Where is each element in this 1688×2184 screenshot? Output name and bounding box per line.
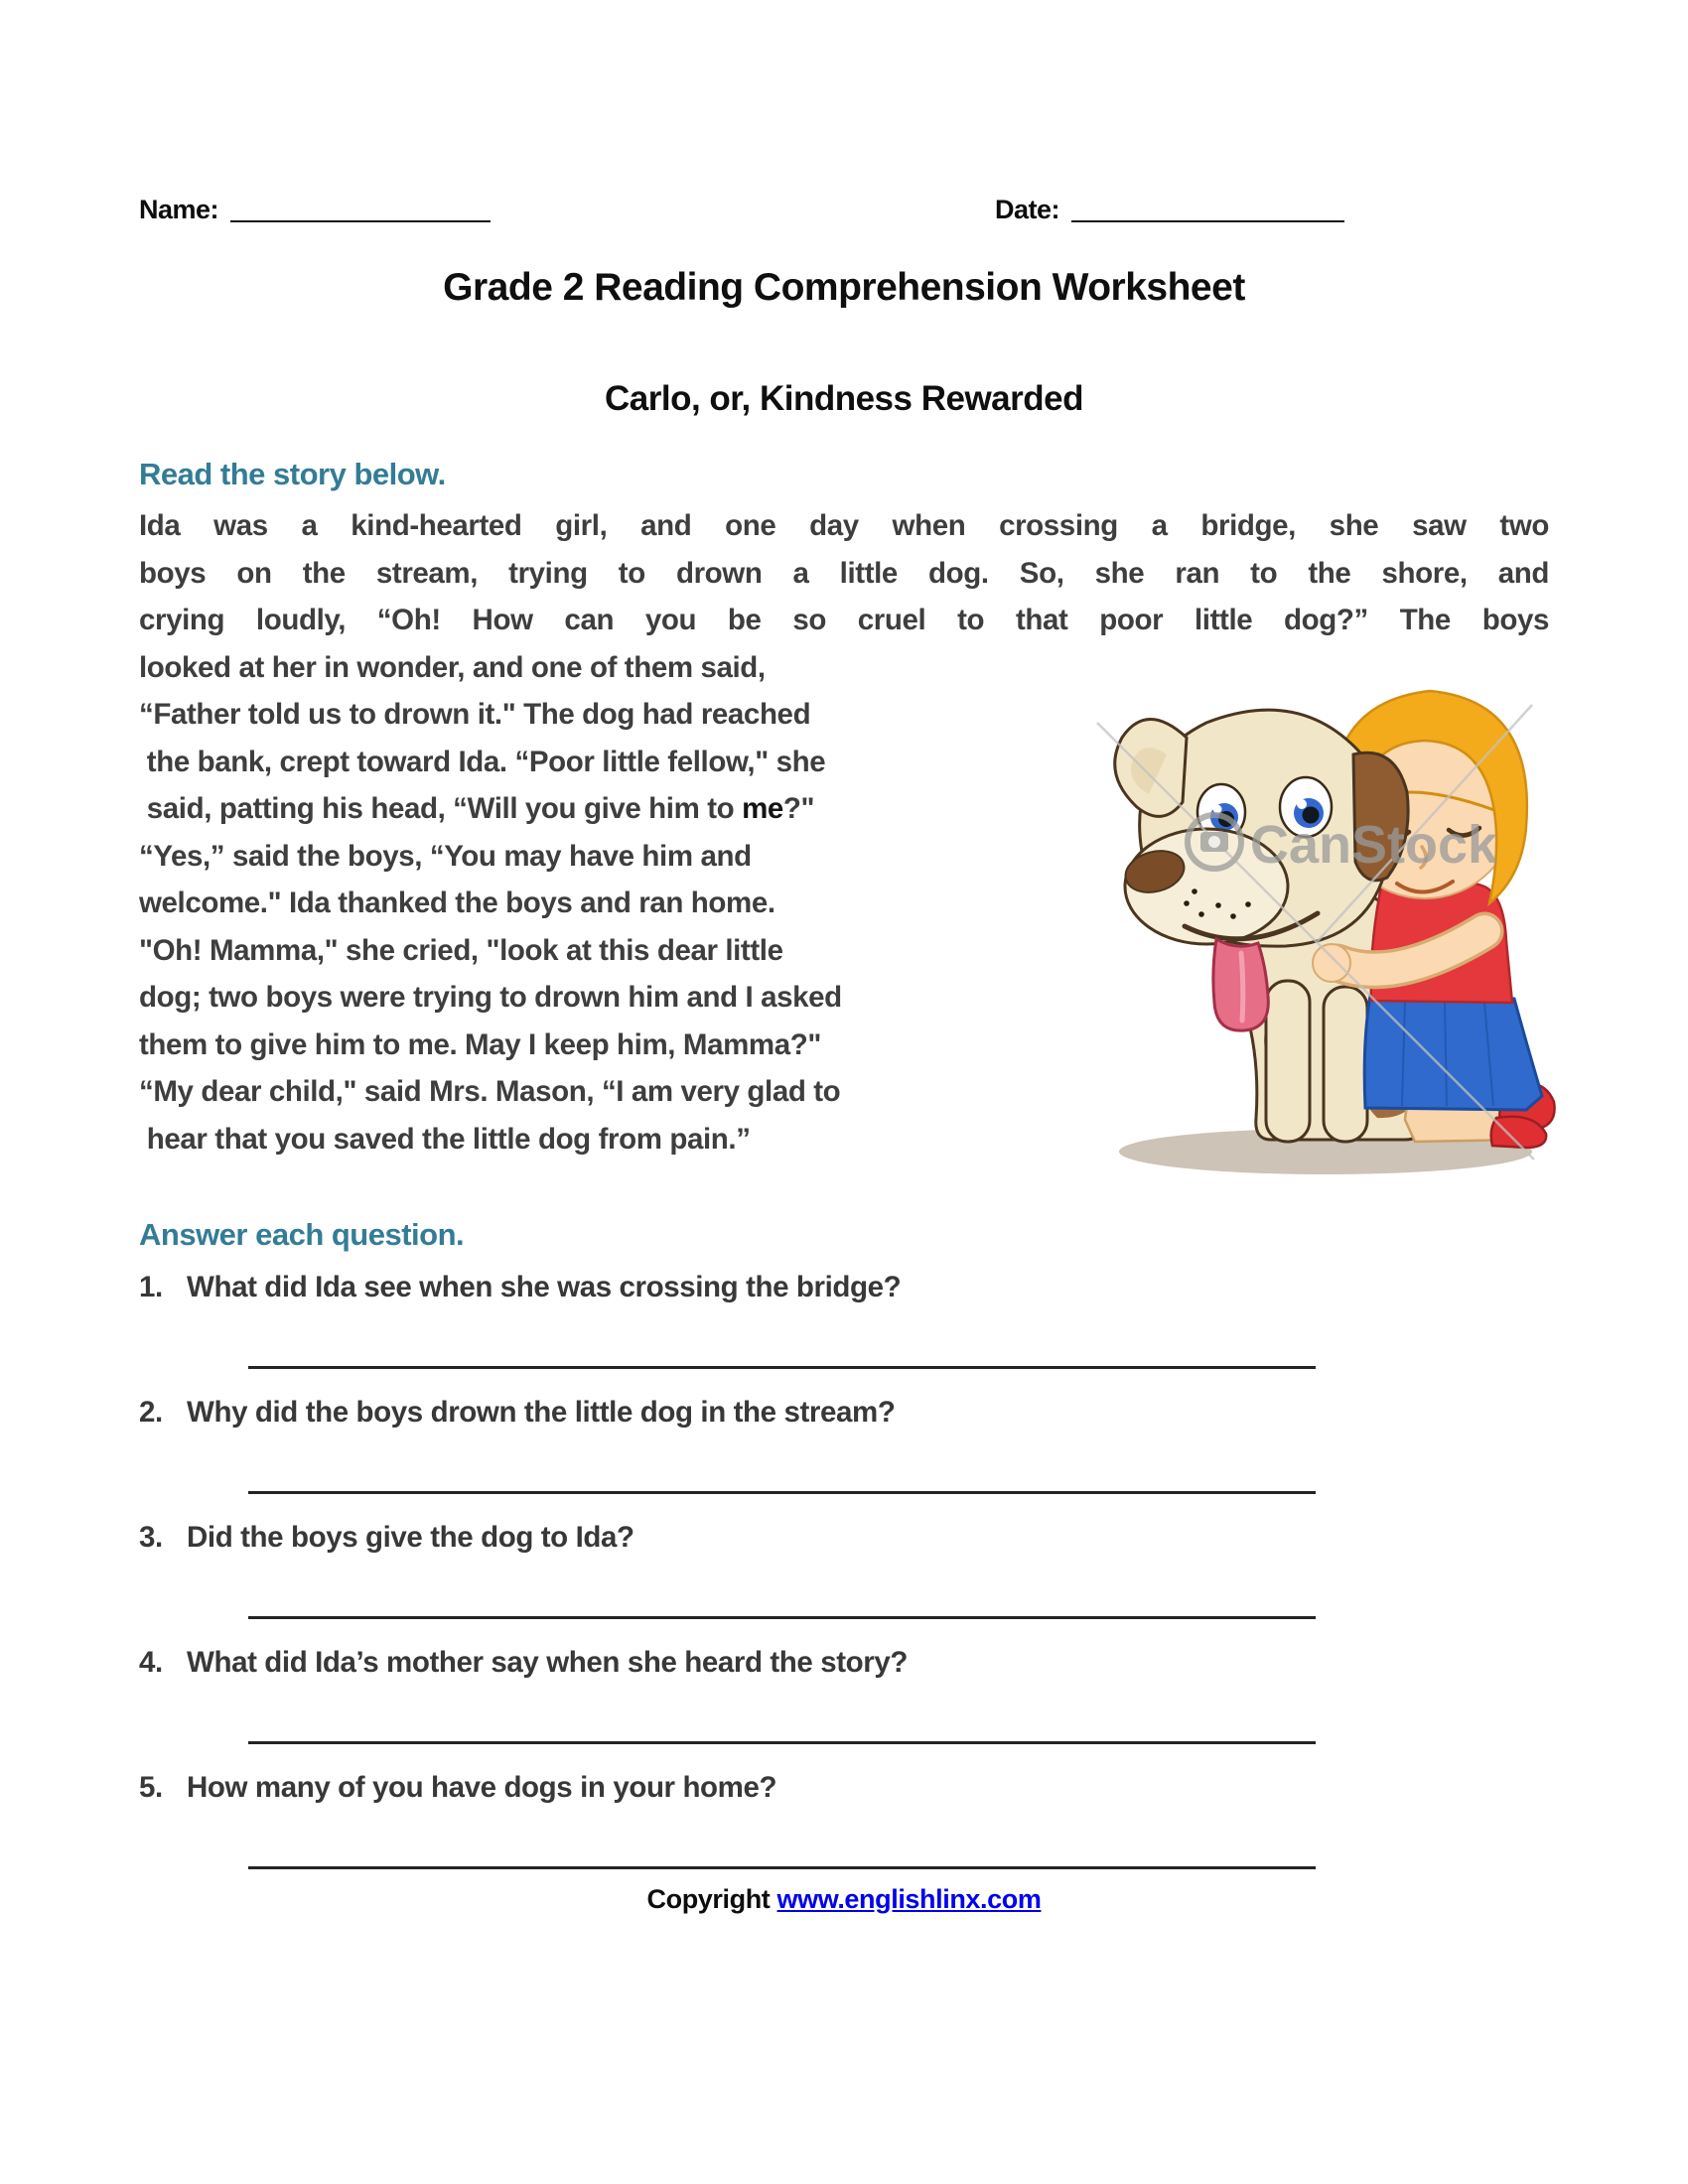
story-me-bold: me [742, 792, 783, 825]
girl-hugging-dog-illustration [1067, 643, 1564, 1184]
dog-tongue-line [1241, 953, 1243, 1021]
girl-skirt [1364, 996, 1542, 1110]
story-line: "Oh! Mamma," she cried, "look at this dear little [139, 933, 783, 967]
name-field-group [139, 195, 491, 225]
story-me-pre: said, patting his head, “Will you give him to [139, 792, 743, 825]
question-text: Why did the boys drown the little dog in the stream? [187, 1396, 896, 1429]
story-me-post: ?" [782, 792, 815, 825]
name-label: Name: [139, 195, 219, 224]
copyright [0, 1884, 1688, 1915]
answer-line[interactable] [248, 1741, 1316, 1744]
question-row [139, 1396, 1549, 1435]
questions-list [139, 1271, 1549, 1896]
copyright-link[interactable]: www.englishlinx.com [776, 1884, 1042, 1914]
question-item [139, 1521, 1549, 1619]
question-text: Did the boys give the dog to Ida? [187, 1521, 634, 1554]
question-number: 2. [139, 1396, 163, 1429]
question-row [139, 1771, 1549, 1811]
date-input-line[interactable] [1071, 220, 1344, 222]
story-line: the bank, crept toward Ida. “Poor little fellow," she [139, 745, 826, 778]
question-row [139, 1646, 1549, 1686]
dog-front-leg-right [1324, 987, 1367, 1142]
question-row [139, 1271, 1549, 1310]
dog-front-leg-left [1266, 981, 1310, 1142]
question-text: What did Ida see when she was crossing the bridge? [187, 1271, 902, 1303]
question-number: 5. [139, 1771, 163, 1804]
question-number: 4. [139, 1646, 163, 1679]
question-row [139, 1521, 1549, 1561]
story-line: “Father told us to drown it." The dog had reached [139, 698, 811, 731]
story-illustration [1067, 643, 1564, 1184]
watermark-text: CanStock [1250, 815, 1498, 875]
copyright-prefix: Copyright [646, 1884, 777, 1914]
story-line: boys on the stream, trying to drown a little dog. So, she ran to the shore, and [139, 556, 1549, 590]
story-line: welcome." Ida thanked the boys and ran home. [139, 887, 775, 919]
name-input-line[interactable] [230, 220, 491, 222]
answer-instruction: Answer each question. [139, 1217, 465, 1252]
question-item [139, 1646, 1549, 1744]
story-line: them to give him to me. May I keep him, Mamma?" [139, 1027, 821, 1061]
question-item [139, 1396, 1549, 1494]
question-item [139, 1271, 1549, 1369]
answer-line[interactable] [248, 1616, 1316, 1619]
story-line: dog; two boys were trying to drown him and I asked [139, 981, 842, 1014]
answer-line[interactable] [248, 1366, 1316, 1369]
question-text: What did Ida’s mother say when she heard the story? [187, 1646, 908, 1679]
question-number: 1. [139, 1271, 163, 1303]
read-instruction: Read the story below. [139, 457, 446, 491]
story-line: “Yes,” said the boys, “You may have him and [139, 839, 752, 873]
answer-line[interactable] [248, 1866, 1316, 1869]
story-line: “My dear child," said Mrs. Mason, “I am very glad to [139, 1075, 841, 1108]
question-text: How many of you have dogs in your home? [187, 1771, 777, 1804]
answer-line[interactable] [248, 1491, 1316, 1494]
page-title: Grade 2 Reading Comprehension Worksheet [443, 266, 1245, 309]
question-number: 3. [139, 1521, 163, 1554]
story-title: Carlo, or, Kindness Rewarded [605, 379, 1083, 418]
date-field-group [995, 195, 1344, 225]
girl-hand [1313, 944, 1350, 982]
date-label: Date: [995, 195, 1060, 224]
story-line: Ida was a kind-hearted girl, and one day when crossing a bridge, she saw two [139, 509, 1549, 542]
question-item [139, 1771, 1549, 1869]
story-line: looked at her in wonder, and one of them said, [139, 650, 766, 684]
story-paragraph [139, 502, 1549, 1162]
story-line: crying loudly, “Oh! How can you be so cruel to that poor little dog?” The boys [139, 604, 1549, 636]
story-line: hear that you saved the little dog from pain.” [139, 1122, 751, 1156]
